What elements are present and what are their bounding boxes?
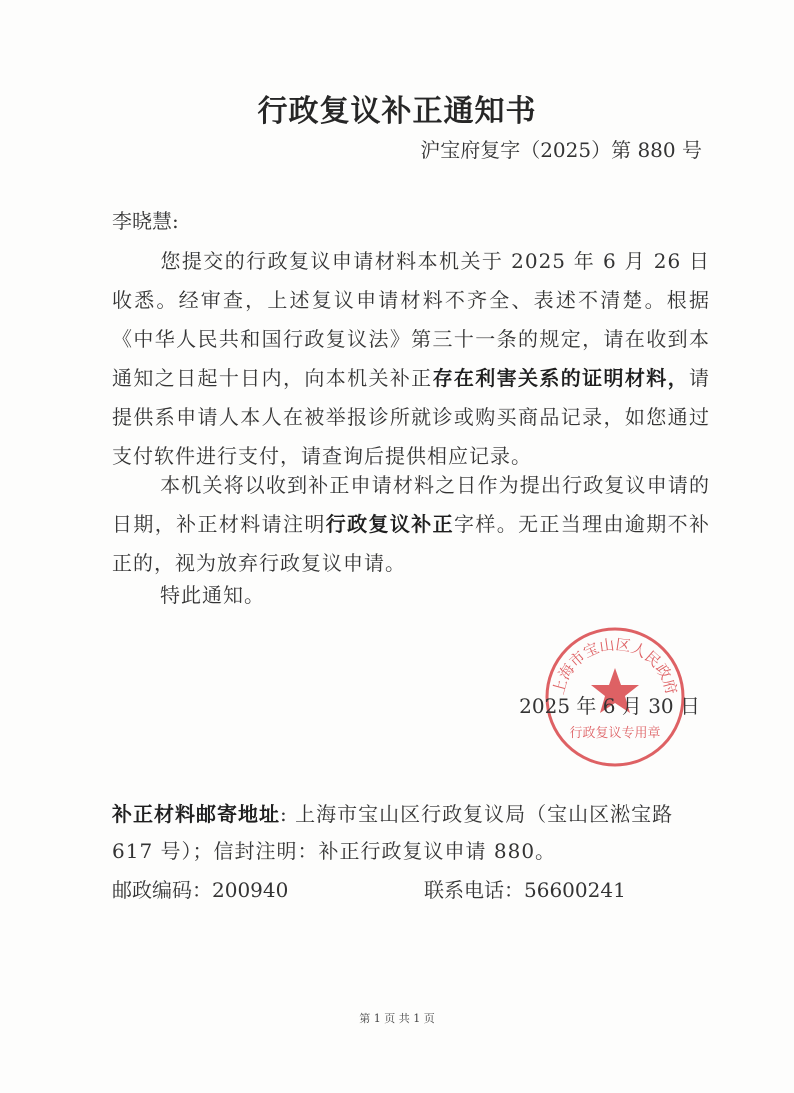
contact-phone: 联系电话：56600241 [424, 878, 626, 902]
paragraph-3 [112, 576, 710, 615]
document-number: 沪宝府复字（2025）第 880 号 [420, 138, 702, 162]
mailing-address-label: 补正材料邮寄地址 [112, 802, 280, 826]
paragraph-1-text-a: 您提交的行政复议申请材料本机关于 2025 年 6 月 26 日收悉。经审查，上述复议申请材料不齐全、表述不清楚。根据《中华人民共和国行政复议法》第三十一条的规定，请在收到本通知之日起十日内，向本机关补正 [112, 249, 710, 390]
paragraph-2 [112, 466, 710, 583]
issue-date: 2025 年 6 月 30 日 [519, 694, 700, 718]
addressee: 李晓慧: [112, 209, 179, 233]
paragraph-1-bold-text: 存在利害关系的证明材料， [432, 366, 690, 390]
mailing-address [112, 796, 712, 870]
contact-info [112, 874, 712, 903]
paragraph-2-text-a: 本机关将以收到补正申请材料之日作为提出行政复议申请的日期，补正材料请注明 [112, 473, 710, 536]
paragraph-2-bold-text: 行政复议补正 [325, 512, 454, 536]
document-title: 行政复议补正通知书 [257, 94, 537, 129]
postal-code: 邮政编码：200940 [112, 878, 289, 902]
paragraph-1-text-b: 请提供系申请人本人在被举报诊所就诊或购买商品记录，如您通过支付软件进行支付，请查询后提供相应记录。 [112, 366, 711, 468]
paragraph-1 [112, 242, 710, 476]
seal-ring-text: 上海市宝山区人民政府 [549, 635, 681, 697]
paragraph-2-text-b: 字样。无正当理由逾期不补正的，视为放弃行政复议申请。 [112, 512, 711, 575]
page-footer: 第 1 页 共 1 页 [359, 1012, 435, 1025]
mailing-address-colon: : [280, 802, 288, 826]
seal-center-text: 行政复议专用章 [569, 726, 661, 741]
closing-text: 特此通知。 [160, 583, 265, 607]
mailing-address-value: 上海市宝山区行政复议局（宝山区淞宝路 617 号）；信封注明：补正行政复议申请 880。 [112, 802, 674, 863]
